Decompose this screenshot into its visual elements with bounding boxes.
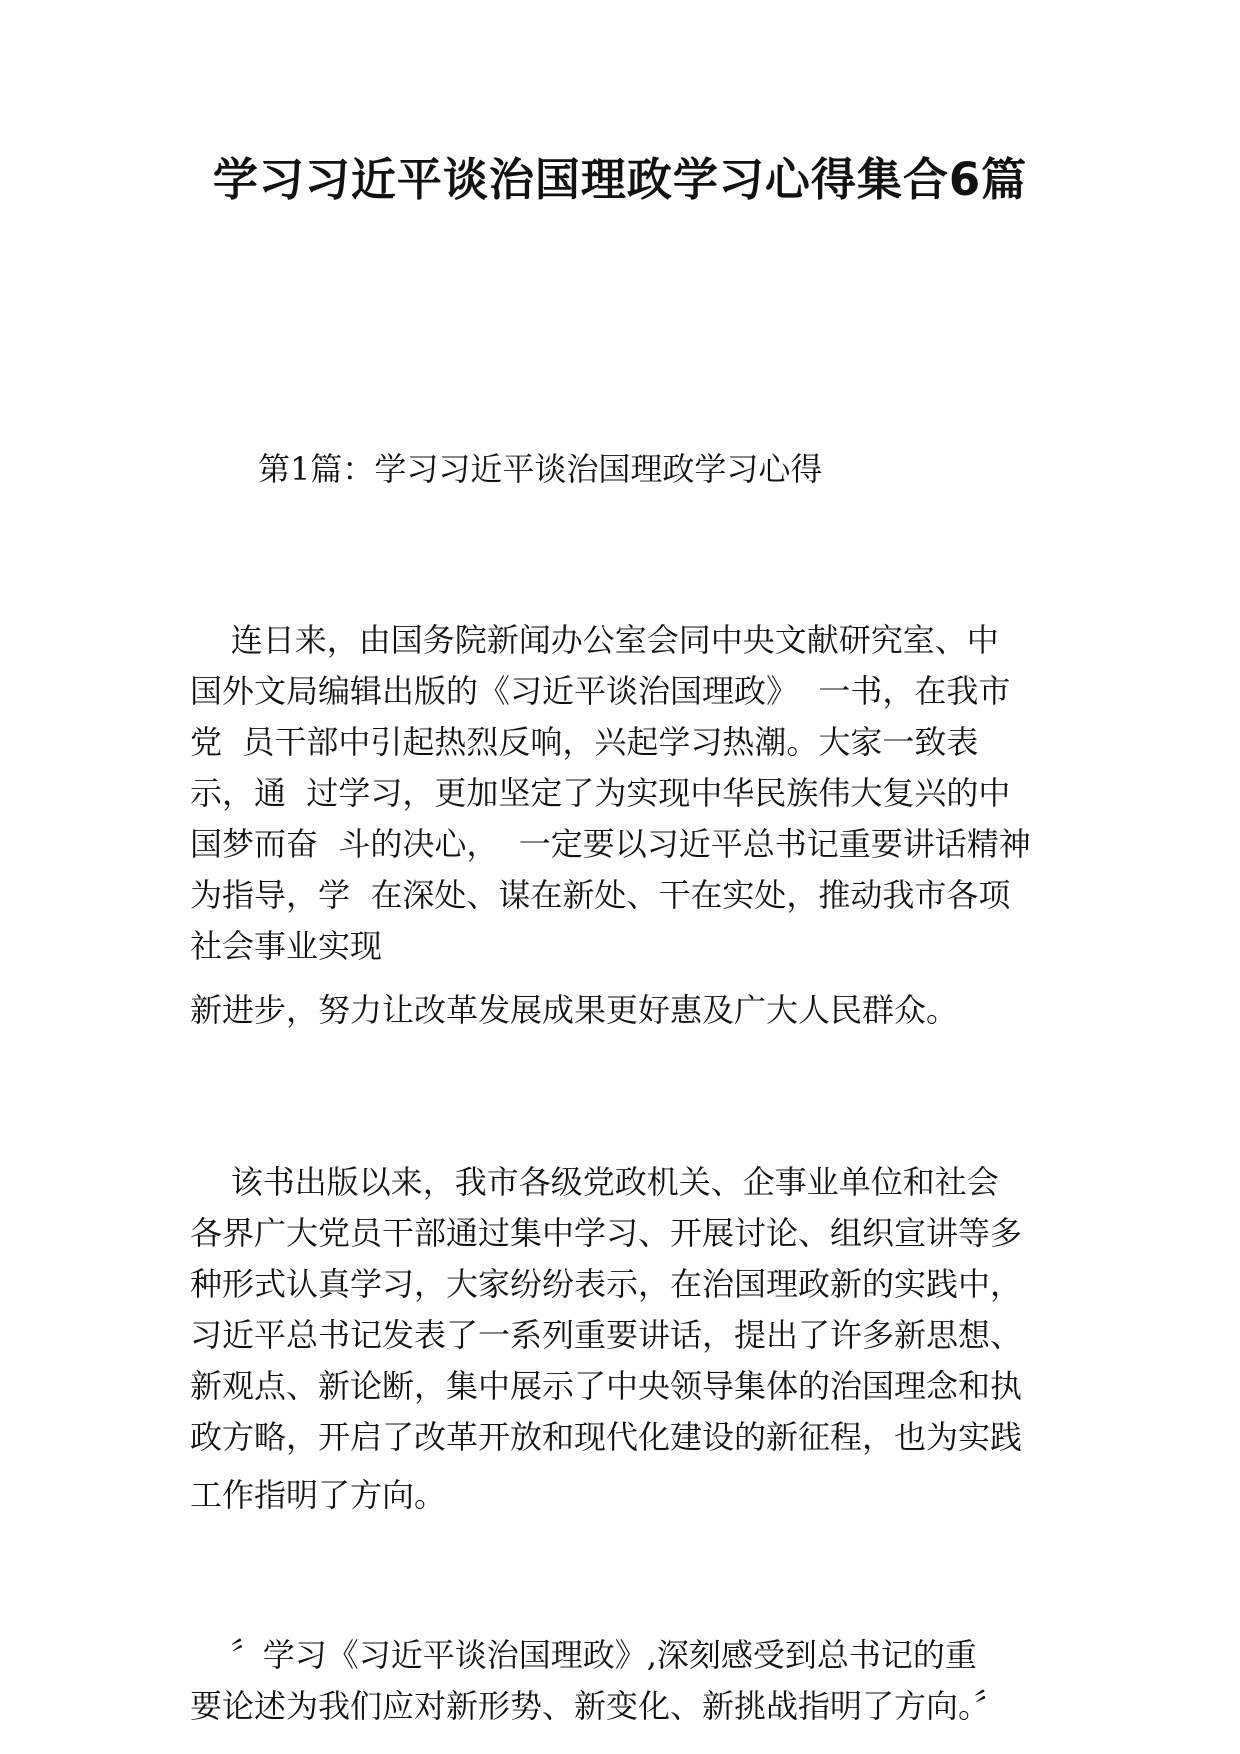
- paragraph-line: 为指导，学 在深处、谋在新处、干在实处，推动我市各项: [190, 876, 1011, 914]
- paragraph-line: 国外文局编辑出版的《习近平谈治国理政》 一书，在我市: [190, 672, 1011, 710]
- paragraph-line: 示，通 过学习，更加坚定了为实现中华民族伟大复兴的中: [190, 774, 1011, 812]
- paragraph-line: 政方略，开启了改革开放和现代化建设的新征程，也为实践: [190, 1418, 1023, 1456]
- paragraph-line: 新观点、新论断，集中展示了中央领导集体的治国理念和执: [190, 1367, 1023, 1405]
- paragraph-line: 连日来，由国务院新闻办公室会同中央文献研究室、中: [190, 621, 999, 659]
- paragraph-line: 习近平总书记发表了一系列重要讲话，提出了许多新思想、: [190, 1316, 1023, 1354]
- paragraph-line: 国梦而奋 斗的决心， 一定要以习近平总书记重要讲话精神: [190, 825, 1031, 863]
- paragraph-line: 各界广大党员干部通过集中学习、开展讨论、组织宣讲等多: [190, 1214, 1023, 1252]
- paragraph-line: 社会事业实现: [190, 927, 383, 965]
- paragraph-3: [190, 1630, 1060, 1732]
- paragraph-2-continuation: [190, 1470, 1060, 1521]
- paragraph-line: 党 员干部中引起热烈反响，兴起学习热潮。大家一致表: [190, 723, 979, 761]
- paragraph-line: 种形式认真学习，大家纷纷表示，在治国理政新的实践中，: [190, 1265, 1023, 1303]
- paragraph-1-continuation: [190, 985, 1060, 1036]
- paragraph-line: 新进步，努力让改革发展成果更好惠及广大人民群众。: [190, 991, 959, 1029]
- paragraph-1: [190, 615, 1060, 972]
- paragraph-line: 该书出版以来，我市各级党政机关、企事业单位和社会: [190, 1163, 999, 1201]
- paragraph-line: 工作指明了方向。: [190, 1476, 447, 1514]
- document-title: 学习习近平谈治国理政学习心得集合6篇: [212, 153, 1028, 206]
- paragraph-line: 〞学习《习近平谈治国理政》,深刻感受到总书记的重: [190, 1636, 977, 1674]
- paragraph-2: [190, 1157, 1060, 1463]
- section-heading: 第1篇：学习习近平谈治国理政学习心得: [258, 450, 823, 488]
- paragraph-line: 要论述为我们应对新形势、新变化、新挑战指明了方向。〞: [190, 1687, 1007, 1725]
